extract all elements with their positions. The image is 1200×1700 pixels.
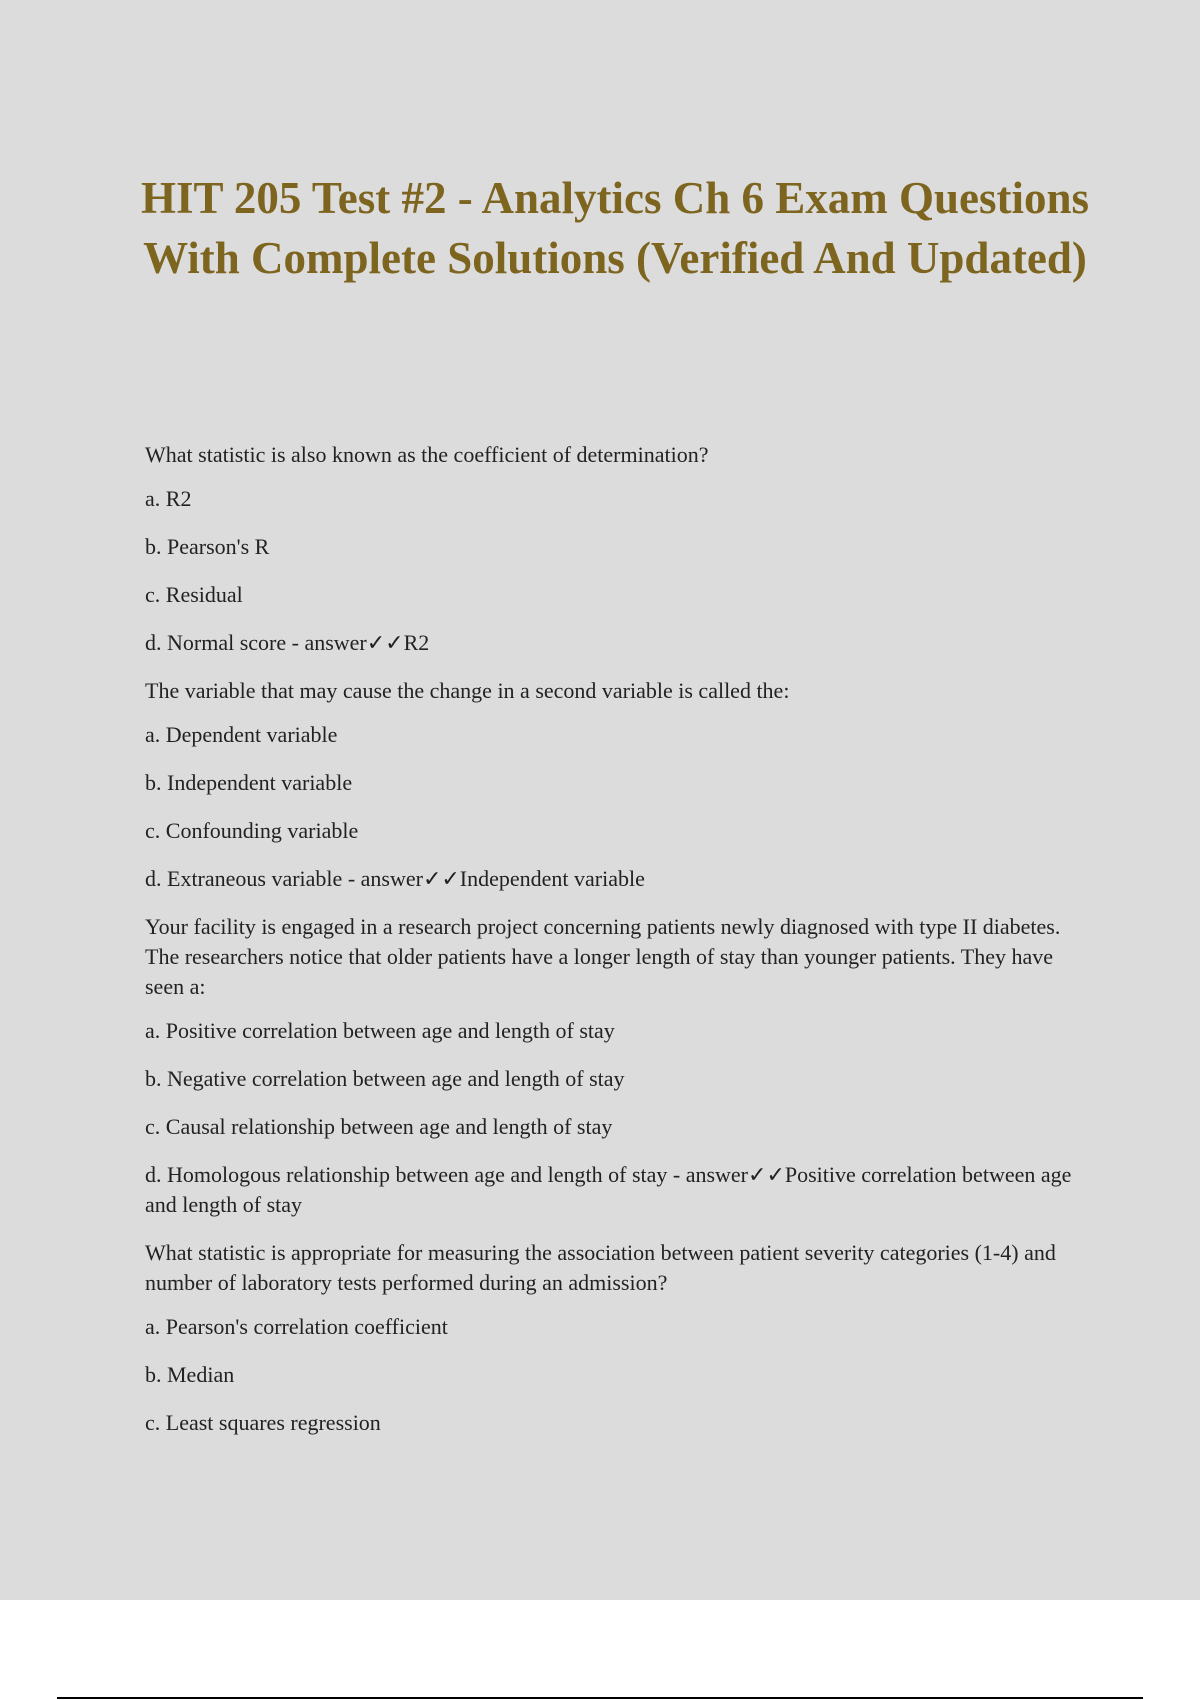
question-prompt: Your facility is engaged in a research project concerning patients newly diagnosed with type II diabetes. The researchers notice that older patients have a longer length of stay than younger patients. They have seen a: bbox=[145, 914, 1061, 999]
answer-option-with-solution: d. Extraneous variable - answer✓✓Independent variable bbox=[145, 866, 645, 891]
answer-option: b. Negative correlation between age and length of stay bbox=[145, 1066, 625, 1091]
question-prompt: The variable that may cause the change in a second variable is called the: bbox=[145, 678, 790, 703]
answer-option: a. R2 bbox=[145, 486, 192, 511]
question-block bbox=[145, 440, 1095, 658]
answer-option: a. Pearson's correlation coefficient bbox=[145, 1314, 448, 1339]
footer-divider bbox=[57, 1697, 1143, 1699]
answer-option: c. Least squares regression bbox=[145, 1410, 381, 1435]
answer-option: c. Causal relationship between age and length of stay bbox=[145, 1114, 613, 1139]
document-title: HIT 205 Test #2 - Analytics Ch 6 Exam Questions With Complete Solutions (Verified And Updated) bbox=[140, 173, 1090, 283]
question-block bbox=[145, 1238, 1095, 1438]
answer-option: a. Dependent variable bbox=[145, 722, 338, 747]
answer-option: b. Independent variable bbox=[145, 770, 353, 795]
answer-option: b. Pearson's R bbox=[145, 534, 270, 559]
answer-option-with-solution: d. Homologous relationship between age and length of stay - answer✓✓Positive correlation between age and length of stay bbox=[145, 1162, 1072, 1217]
answer-option: c. Confounding variable bbox=[145, 818, 359, 843]
question-block bbox=[145, 912, 1095, 1220]
answer-option-with-solution: d. Normal score - answer✓✓R2 bbox=[145, 630, 430, 655]
answer-option: a. Positive correlation between age and length of stay bbox=[145, 1018, 615, 1043]
answer-option: b. Median bbox=[145, 1362, 235, 1387]
question-block bbox=[145, 676, 1095, 894]
question-prompt: What statistic is appropriate for measuring the association between patient severity categories (1-4) and number of laboratory tests performed during an admission? bbox=[145, 1240, 1056, 1295]
answer-option: c. Residual bbox=[145, 582, 243, 607]
question-list bbox=[145, 440, 1095, 1456]
question-prompt: What statistic is also known as the coefficient of determination? bbox=[145, 442, 709, 467]
